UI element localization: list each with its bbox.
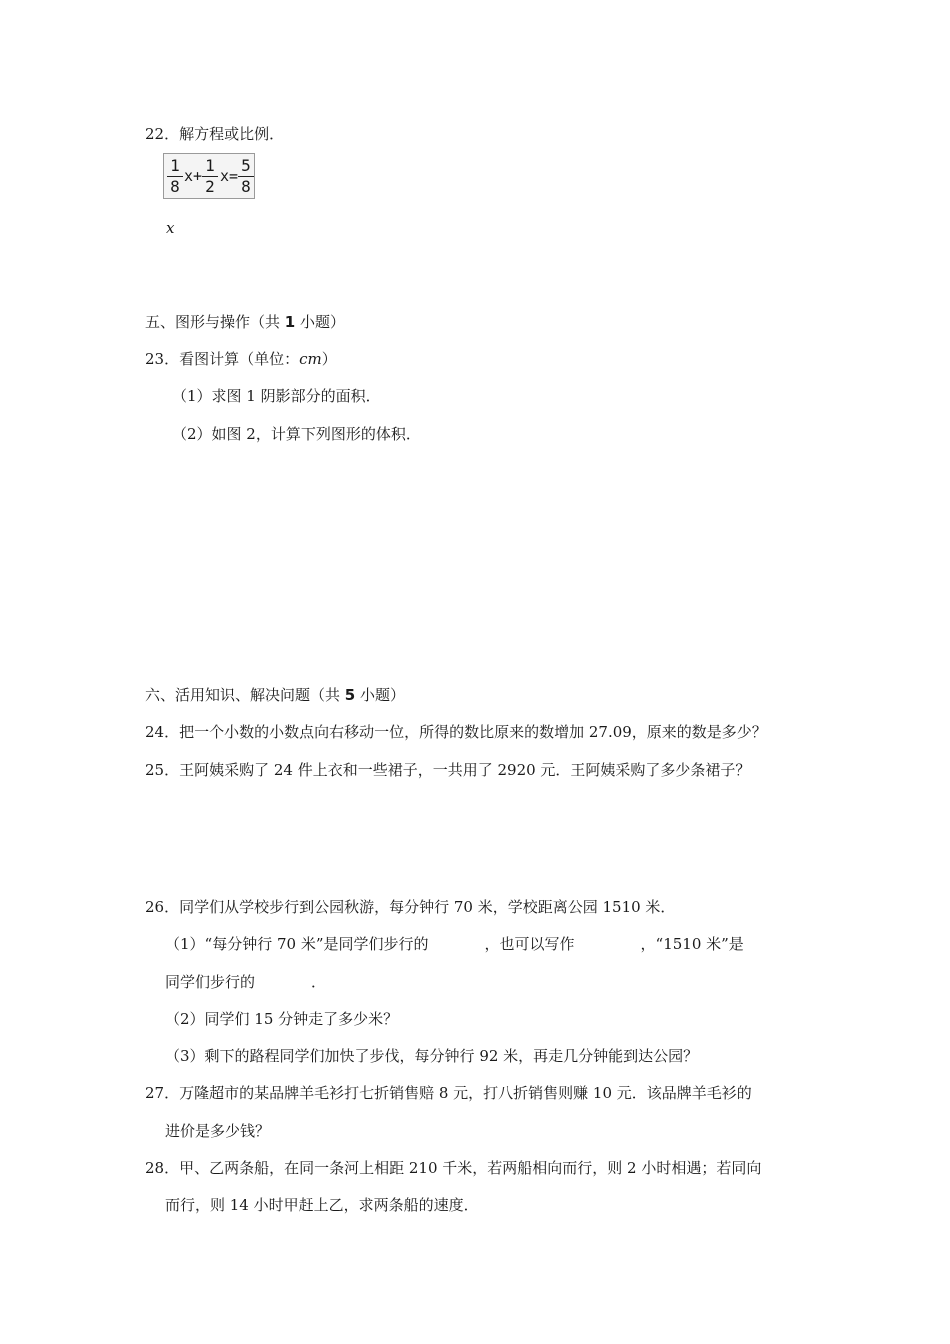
fraction-3 [238, 157, 254, 196]
q23-title-prefix: 23．看图计算（单位： [145, 350, 300, 368]
equation-variable-1: x [184, 167, 194, 185]
q23-part-1: （1）求图 1 阴影部分的面积． [172, 387, 381, 405]
section-5-heading [145, 312, 345, 332]
fraction-2-numerator: 1 [205, 156, 215, 175]
equation-image [163, 153, 255, 199]
q28-line-2: 而行，则 14 小时甲赶上乙，求两条船的速度． [165, 1196, 479, 1214]
equation-plus: + [193, 167, 203, 185]
fraction-2 [202, 157, 218, 196]
q26-part-1-text-e: ． [311, 973, 327, 991]
q25-text: 25．王阿姨采购了 24 件上衣和一些裙子，一共用了 2920 元．王阿姨采购了多少条裙子？ [145, 761, 751, 779]
q23-title [145, 349, 337, 369]
q26-part-2: （2）同学们 15 分钟走了多少米？ [165, 1010, 399, 1028]
q26-part-1-line-2 [165, 972, 326, 992]
q28-line-1: 28．甲、乙两条船，在同一条河上相距 210 千米，若两船相向而行，则 2 小时相遇；若同向 [145, 1159, 762, 1177]
q26-part-1-text-c: ，“1510 米”是 [640, 935, 744, 953]
fraction-3-denominator: 8 [241, 177, 251, 196]
section-6-suffix: 小题） [355, 686, 405, 704]
q27-line-2: 进价是多少钱？ [165, 1122, 271, 1140]
section-6-heading [145, 685, 405, 705]
q22-title: 22．解方程或比例． [145, 125, 285, 143]
q26-part-1-text-b: ，也可以写作 [484, 935, 575, 953]
fraction-3-numerator: 5 [241, 156, 251, 175]
equation-variable-2: x [220, 167, 230, 185]
fraction-2-denominator: 2 [205, 177, 215, 196]
q26-part-1-line-1 [165, 934, 744, 954]
q23-unit: cm [299, 350, 322, 368]
q23-part-2: （2）如图 2，计算下列图形的体积． [172, 425, 421, 443]
q27-line-1: 27．万隆超市的某品牌羊毛衫打七折销售赔 8 元，打八折销售则赚 10 元．该品牌羊毛衫的 [145, 1084, 752, 1102]
q26-part-1-text-d: 同学们步行的 [165, 973, 256, 991]
fraction-1 [167, 157, 183, 196]
section-5-prefix: 五、图形与操作（共 [145, 313, 285, 331]
q26-part-1-text-a: （1）“每分钟行 70 米”是同学们步行的 [165, 935, 429, 953]
q22-answer-variable: x [166, 219, 175, 237]
q23-title-suffix: ） [321, 350, 337, 368]
q26-part-3: （3）剩下的路程同学们加快了步伐，每分钟行 92 米，再走几分钟能到达公园？ [165, 1047, 699, 1065]
fraction-1-denominator: 8 [170, 177, 180, 196]
q24-text: 24．把一个小数的小数点向右移动一位，所得的数比原来的数增加 27.09，原来的数是多少？ [145, 723, 767, 741]
section-6-count: 5 [344, 686, 356, 704]
section-5-count: 1 [284, 313, 296, 331]
section-6-prefix: 六、活用知识、解决问题（共 [145, 686, 345, 704]
q26-title: 26．同学们从学校步行到公园秋游，每分钟行 70 米，学校距离公园 1510 米． [145, 898, 676, 916]
equation-equals: = [229, 167, 239, 185]
section-5-suffix: 小题） [295, 313, 345, 331]
fraction-1-numerator: 1 [170, 156, 180, 175]
